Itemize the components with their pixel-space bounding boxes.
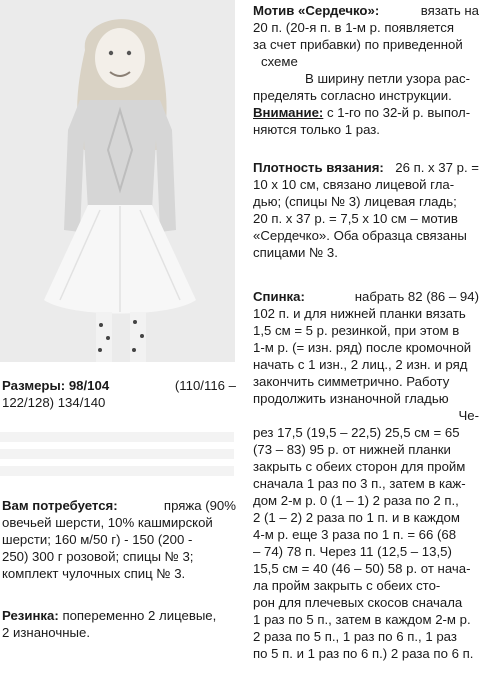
motif-line-1: вязать на: [420, 3, 479, 18]
gauge-line-4: 20 п. х 37 р. = 7,5 х 10 см – мотив: [253, 211, 458, 226]
rib-block: [2, 607, 236, 641]
motif-line-7: с 1-го по 32-й р. выпол-: [326, 105, 471, 120]
back-label: Спинка:: [253, 289, 305, 304]
motif-block: [253, 2, 479, 138]
back-line-22: по 5 п. и 1 раз по 6 п.) 2 раза по 6 п.: [253, 646, 474, 661]
back-line-14: 2 (1 – 2) 2 раза по 1 п. и в каждом: [253, 510, 460, 525]
sizes-block: [2, 377, 236, 411]
back-line-15: 4-м р. еще 3 раза по 1 п. = 66 (68: [253, 527, 457, 542]
rib-line-2: 2 изнаночные.: [2, 625, 90, 640]
back-line-9: рез 17,5 (19,5 – 22,5) 25,5 см = 65: [253, 425, 460, 440]
materials-line-2: овечьей шерсти, 10% кашмирской: [2, 515, 213, 530]
materials-line-1: пряжа (90%: [163, 498, 236, 513]
motif-line-4: схеме: [261, 54, 298, 69]
back-block: [253, 288, 479, 662]
gauge-line-1: 26 п. х 37 р. =: [395, 160, 479, 175]
back-line-5: начать с 1 изн., 2 лиц., 2 изн. и ряд: [253, 357, 468, 372]
motif-line-6: пределять согласно инструкции.: [253, 88, 452, 103]
sizes-label: Размеры:: [2, 378, 66, 393]
back-line-7: продолжить изнаночной гладью: [253, 391, 449, 406]
gauge-label: Плотность вязания:: [253, 160, 384, 175]
sizes-main: 98/104: [68, 378, 110, 393]
motif-line-3: за счет прибавки) по приведенной: [253, 37, 463, 52]
back-line-4: 1-м р. (= изн. ряд) после кромочной: [253, 340, 472, 355]
girl-illustration: [0, 0, 235, 362]
materials-label: Вам потребуется:: [2, 498, 118, 513]
materials-block: [2, 497, 236, 582]
faded-text-area: [0, 432, 234, 480]
attention-label: Внимание:: [253, 105, 324, 120]
back-line-11: закрыть с обеих сторон для пройм: [253, 459, 466, 474]
sizes-line-2: 122/128) 134/140: [2, 395, 106, 410]
materials-line-4: 250) 300 г розовой; спицы № 3;: [2, 549, 194, 564]
back-line-10: (73 – 83) 95 р. от нижней планки: [253, 442, 451, 457]
materials-line-3: шерсти; 160 м/50 г) - 150 (200 -: [2, 532, 193, 547]
motif-line-8: няются только 1 раз.: [253, 122, 380, 137]
motif-label: Мотив «Сердечко»:: [253, 3, 380, 18]
back-line-19: рон для плечевых скосов сначала: [253, 595, 463, 610]
back-line-20: 1 раз по 5 п., затем в каждом 2-м р.: [253, 612, 471, 627]
back-line-1: набрать 82 (86 – 94): [354, 289, 479, 304]
gauge-line-2: 10 х 10 см, связано лицевой гла-: [253, 177, 455, 192]
back-line-21: 2 раза по 5 п., 1 раз по 6 п., 1 раз: [253, 629, 457, 644]
materials-line-5: комплект чулочных спиц № 3.: [2, 566, 186, 581]
girl-photo: [0, 0, 235, 362]
back-line-17: 15,5 см = 40 (46 – 50) 58 р. от нача-: [253, 561, 471, 576]
back-line-6: закончить симметрично. Работу: [253, 374, 450, 389]
sizes-rest: (110/116 –: [174, 378, 236, 393]
back-line-16: – 74) 78 п. Через 11 (12,5 – 13,5): [253, 544, 452, 559]
motif-line-2: 20 п. (20-я п. в 1-м р. появляется: [253, 20, 454, 35]
back-line-18: ла пройм закрыть с обеих сто-: [253, 578, 441, 593]
back-line-12: сначала 1 раз по 3 п., затем в каж-: [253, 476, 466, 491]
motif-line-5: В ширину петли узора рас-: [305, 71, 470, 86]
gauge-line-3: дью; (спицы № 3) лицевая гладь;: [253, 194, 457, 209]
rib-label: Резинка:: [2, 608, 59, 623]
rib-line-1: попеременно 2 лицевые,: [62, 608, 217, 623]
back-line-2: 102 п. и для нижней планки вязать: [253, 306, 466, 321]
gauge-line-6: спицами № 3.: [253, 245, 338, 260]
gauge-line-5: «Сердечко». Оба образца связаны: [253, 228, 467, 243]
back-line-13: дом 2-м р. 0 (1 – 1) 2 раза по 2 п.,: [253, 493, 459, 508]
back-line-3: 1,5 см = 5 р. резинкой, при этом в: [253, 323, 460, 338]
back-line-8: Че-: [458, 408, 479, 423]
gauge-block: [253, 159, 479, 261]
